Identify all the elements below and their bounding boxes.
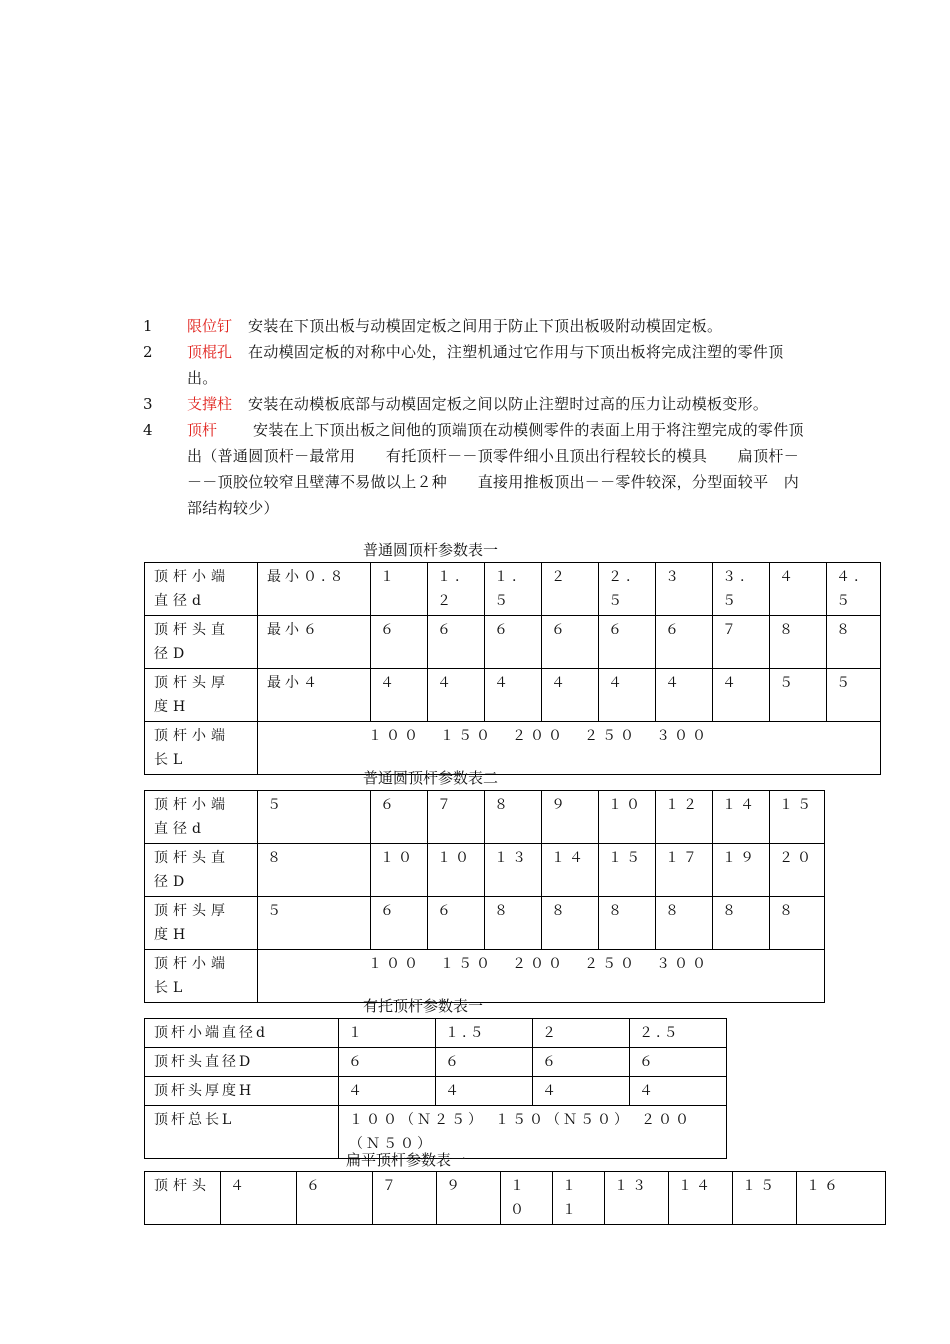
table-row [145,616,881,669]
item-number: 4 [143,421,153,439]
table-cell: ８ [485,791,542,844]
table-cell: １.５ [485,563,542,616]
table-row [145,791,825,844]
table1-caption: 普通圆顶杆参数表一 [363,541,499,559]
table-row [145,563,881,616]
table2 [144,790,825,1003]
table-cell: １０ [599,791,656,844]
list-item [143,391,823,417]
item-term: 顶棍孔 [187,343,233,361]
table-cell: ２ [533,1019,630,1048]
item-description: 安装在动模板底部与动模固定板之间以防止注塑时过高的压力让动模板变形。 [248,395,769,413]
table-cell: ６ [630,1048,727,1077]
item-description: 安装在下顶出板与动模固定板之间用于防止下顶出板吸附动模固定板。 [248,317,723,335]
table-cell: ９ [542,791,599,844]
table-cell: ５ [770,669,827,722]
table-cell: １.５ [436,1019,533,1048]
table-cell: ３ [656,563,713,616]
item-term: 限位钉 [187,317,233,335]
table-cell: ７ [373,1172,437,1225]
table-cell: ８ [656,897,713,950]
table-cell: １７ [656,844,713,897]
table-cell: ６ [371,616,428,669]
table-cell: ４.５ [827,563,881,616]
table-cell: ６ [436,1048,533,1077]
table-cell: ８ [770,897,825,950]
table-cell: ６ [371,791,428,844]
table-row [145,950,825,1003]
table-cell: １４ [713,791,770,844]
table-cell: ４ [599,669,656,722]
table-cell: ５ [827,669,881,722]
table-cell: ６ [428,897,485,950]
table-cell: ８ [827,616,881,669]
table-cell: ４ [428,669,485,722]
table-cell: ８ [542,897,599,950]
table-cell: ４ [542,669,599,722]
table-cell: ６ [542,616,599,669]
row-label: 顶杆头 [145,1172,221,1225]
table-cell: １.２ [428,563,485,616]
table-row [145,1048,727,1077]
table-cell: ７ [713,616,770,669]
table-cell: １３ [485,844,542,897]
table-cell: ２ [542,563,599,616]
table-row [145,897,825,950]
table-cell: １ [339,1019,436,1048]
row-label: 顶杆小端长L [145,722,258,775]
table-cell: ５ [258,897,371,950]
item-number: 2 [143,343,153,361]
table-cell: ４ [339,1077,436,1106]
item-term: 支撑柱 [187,395,233,413]
table-cell: ５ [258,791,371,844]
table-cell: １２ [656,791,713,844]
table-row [145,669,881,722]
table-cell: 最小６ [258,616,371,669]
row-label: 顶杆头厚度H [145,1077,339,1106]
length-values: １００ １５０ ２００ ２５０ ３００ [258,950,825,1003]
table-row [145,1077,727,1106]
table2-caption: 普通圆顶杆参数表二 [363,769,499,787]
row-label: 顶杆小端长L [145,950,258,1003]
list-item [143,417,823,521]
table-cell: ４ [656,669,713,722]
table-cell: ６ [297,1172,373,1225]
item-term: 顶杆 [187,421,218,439]
table-cell: ６ [339,1048,436,1077]
length-values: １００ １５０ ２００ ２５０ ３００ [258,722,881,775]
numbered-list [143,313,823,521]
row-label: 顶杆小端直径d [145,1019,339,1048]
row-label: 顶杆头直径D [145,844,258,897]
table-cell: ４ [221,1172,297,1225]
table-cell: ８ [770,616,827,669]
row-label: 顶杆小端直径d [145,563,258,616]
table-cell: ９ [437,1172,501,1225]
table-cell: １０ [371,844,428,897]
table-cell: １５ [599,844,656,897]
item-description: 安装在上下顶出板之间他的顶端顶在动模侧零件的表面上用于将注塑完成的零件顶出（普通圆顶杆－最常用 有托顶杆－－顶零件细小且顶出行程较长的模具 扁顶杆－－－顶胶位较窄且壁薄不易做以上２种 直接用推板顶出－－零件较深，分型面较平 内部结构较少） [187,421,804,517]
table-cell: 最小４ [258,669,371,722]
table-cell: ４ [533,1077,630,1106]
table-row [145,844,825,897]
length-values: １００（Ｎ２５） １５０（Ｎ５０） ２００（Ｎ５０） [339,1106,727,1159]
table-cell: ４ [630,1077,727,1106]
table-row [145,1019,727,1048]
table-cell: ８ [599,897,656,950]
table-cell: ２.５ [630,1019,727,1048]
table-cell: ３.５ [713,563,770,616]
list-item [143,339,823,391]
table-cell: ６ [599,616,656,669]
table-cell: ６ [656,616,713,669]
item-number: 3 [143,395,153,413]
row-label: 顶杆头直径D [145,616,258,669]
table-row [145,722,881,775]
row-label: 顶杆小端直径d [145,791,258,844]
table-cell: ６ [428,616,485,669]
table-cell: ４ [770,563,827,616]
table1 [144,562,881,775]
table-cell: ４ [485,669,542,722]
table-cell: １９ [713,844,770,897]
table-cell: ６ [371,897,428,950]
row-label: 顶杆总长L [145,1106,339,1159]
item-number: 1 [143,317,153,335]
table-cell: ８ [258,844,371,897]
table3 [144,1018,727,1159]
table-cell: ６ [533,1048,630,1077]
table-cell: ２.５ [599,563,656,616]
table-cell: ８ [485,897,542,950]
table-cell: １１ [553,1172,605,1225]
table-cell: ４ [436,1077,533,1106]
row-label: 顶杆头厚度H [145,669,258,722]
table-cell: １４ [542,844,599,897]
row-label: 顶杆头厚度H [145,897,258,950]
table-cell: １ [371,563,428,616]
table-cell: １０ [501,1172,553,1225]
table-cell: １０ [428,844,485,897]
table-cell: ６ [485,616,542,669]
table3-caption: 有托顶杆参数表一 [363,997,484,1015]
table-row [145,1172,886,1225]
table-cell: ４ [371,669,428,722]
table4 [144,1171,886,1225]
table4-caption: 扁平顶杆参数表一 [346,1151,467,1169]
row-label: 顶杆头直径D [145,1048,339,1077]
table-cell: 最小０.８ [258,563,371,616]
list-item [143,313,823,339]
item-description: 在动模固定板的对称中心处，注塑机通过它作用与下顶出板将完成注塑的零件顶出。 [187,343,784,387]
table-cell: ８ [713,897,770,950]
table-cell: ４ [713,669,770,722]
table-cell: ２０ [770,844,825,897]
table-cell: ７ [428,791,485,844]
table-cell: １５ [770,791,825,844]
table-cell: １６ [797,1172,886,1225]
table-cell: １３ [605,1172,669,1225]
table-cell: １５ [733,1172,797,1225]
table-cell: １４ [669,1172,733,1225]
